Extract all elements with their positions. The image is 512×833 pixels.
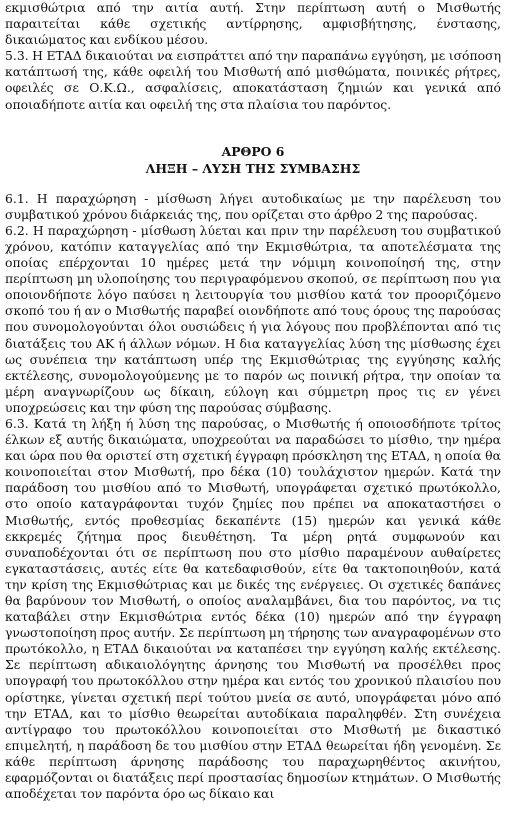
paragraph-6-2: 6.2. Η παραχώρηση - μίσθωση λύεται και πριν την παρέλευση του συμβατικού χρόνου, κατόπιν καταγγελίας από την Εκμισθώτρια, τα αποτελέσματα της οποίας επέρχονται 10 ημέρες μετά την νόμιμη κοινοποίησή της, στην περίπτωση μη υλοποίησης του περιγραφόμενου σκοπού, σε περίπτωση που για οποιονδήποτε λόγο παύσει η λειτουργία του μισθίου κατά τον προοριζόμενο σκοπό του ή αν ο Μισθωτής παραβεί οιονδήποτε από τους όρους της παρούσας που συνομολογούνται όλοι ουσιώδεις ή για λόγους που προβλέπονται από τις διατάξεις του ΑΚ ή άλλων νόμων. Η δια καταγγελίας λύση της μίσθωσης έχει ως συνέπεια την κατάπτωση υπέρ της Εκμισθώτριας της εγγύησης καλής εκτέλεσης, συνομολογούμενης με το παρόν ως ποινική ρήτρα, την οποίαν τα μέρη αναγνωρίζουν ως δίκαιη, εύλογη και σύμμετρη προς τις εν γένει υποχρεώσεις και την φύση της παρούσας σύμβασης. (5, 222, 501, 415)
paragraph-5-2-end: εκμισθώτρια από την αιτία αυτή. Στην περίπτωση αυτή ο Μισθωτής παραιτείται κάθε σχετικής αντίρρησης, αμφισβήτησης, ένστασης, δικαιώματος και ενδίκου μέσου. (5, 0, 501, 48)
article-heading (5, 143, 501, 177)
article-title: ΛΗΞΗ – ΛΥΣΗ ΤΗΣ ΣΥΜΒΑΣΗΣ (145, 160, 361, 176)
paragraph-6-1: 6.1. Η παραχώρηση - μίσθωση λήγει αυτοδικαίως με την παρέλευση του συμβατικού χρόνου διάρκειάς της, που ορίζεται στο άρθρο 2 της παρούσας. (5, 190, 501, 222)
paragraph-5-3: 5.3. Η ΕΤΑΔ δικαιούται να εισπράττει από την παραπάνω εγγύηση, με ισόποση κατάπτωσή της, κάθε οφειλή του Μισθωτή από μισθώματα, ποινικές ρήτρες, οφειλές σε Ο.Κ.Ω., ασφαλίσεις, αποκατάσταση ζημιών και γενικά από οποιαδήποτε αιτία και οφειλή της στα πλαίσια του παρόντος. (5, 48, 501, 112)
article-number: ΑΡΘΡΟ 6 (221, 143, 285, 159)
paragraph-6-3: 6.3. Κατά τη λήξη ή λύση της παρούσας, ο Μισθωτής ή οποιοσδήποτε τρίτος έλκων εξ αυτής δικαιώματα, υποχρεούται να παραδώσει το μίσθιο, την ημέρα και ώρα που θα οριστεί στη σχετική έγγραφη πρόσκληση της ΕΤΑΔ, η οποία θα κοινοποιείται στον Μισθωτή, προ δέκα (10) τουλάχιστον ημερών. Κατά την παράδοση του μισθίου από το Μισθωτή, υπογράφεται σχετικό πρωτόκολλο, στο οποίο καταγράφονται τυχόν ζημίες που πρέπει να αποκαταστήσει ο Μισθωτής, εντός προθεσμίας δεκαπέντε (15) ημερών και γενικά κάθε εκκρεμές ζήτημα προς διευθέτηση. Τα μέρη ρητά συμφωνούν και συναποδέχονται ότι σε περίπτωση που στο μίσθιο παραμένουν αυθαίρετες εγκαταστάσεις, αυτές είτε θα κατεδαφισθούν, είτε θα τακτοποιηθούν, κατά την κρίση της Εκμισθώτριας και με δικές της ενέργειες. Οι σχετικές δαπάνες θα βαρύνουν τον Μισθωτή, ο οποίος αναλαμβάνει, δια του παρόντος, να τις καταβάλει στην Εκμισθώτρια εντός δέκα (10) ημερών από την έγγραφη γνωστοποίηση προς αυτήν. Σε περίπτωση μη τήρησης των αναγραφομένων στο πρωτόκολλο, η ΕΤΑΔ δικαιούται να καταπέσει την εγγύηση καλής εκτέλεσης. Σε περίπτωση αδικαιολόγητης άρνησης του Μισθωτή να προσέλθει προς υπογραφή του πρωτοκόλλου στην ημέρα και εντός του χρονικού πλαισίου που ορίστηκε, γίνεται σχετική περί τούτου μνεία σε αυτό, υπογράφεται μόνο από την ΕΤΑΔ, και το μίσθιο θεωρείται αυτοδίκαια παραληφθέν. Στη συνέχεια αντίγραφο του πρωτοκόλλου κοινοποιείται στο Μισθωτή με δικαστικό επιμελητή, η παράδοση δε του μισθίου στην ΕΤΑΔ θεωρείται ήδη γενομένη. Σε κάθε περίπτωση άρνησης παράδοσης του παραχωρηθέντος ακινήτου, εφαρμόζονται οι διατάξεις περί προστασίας δημοσίων κτημάτων. Ο Μισθωτής αποδέχεται τον παρόντα όρο ως δίκαιο και (5, 415, 501, 802)
document-page (5, 0, 501, 802)
